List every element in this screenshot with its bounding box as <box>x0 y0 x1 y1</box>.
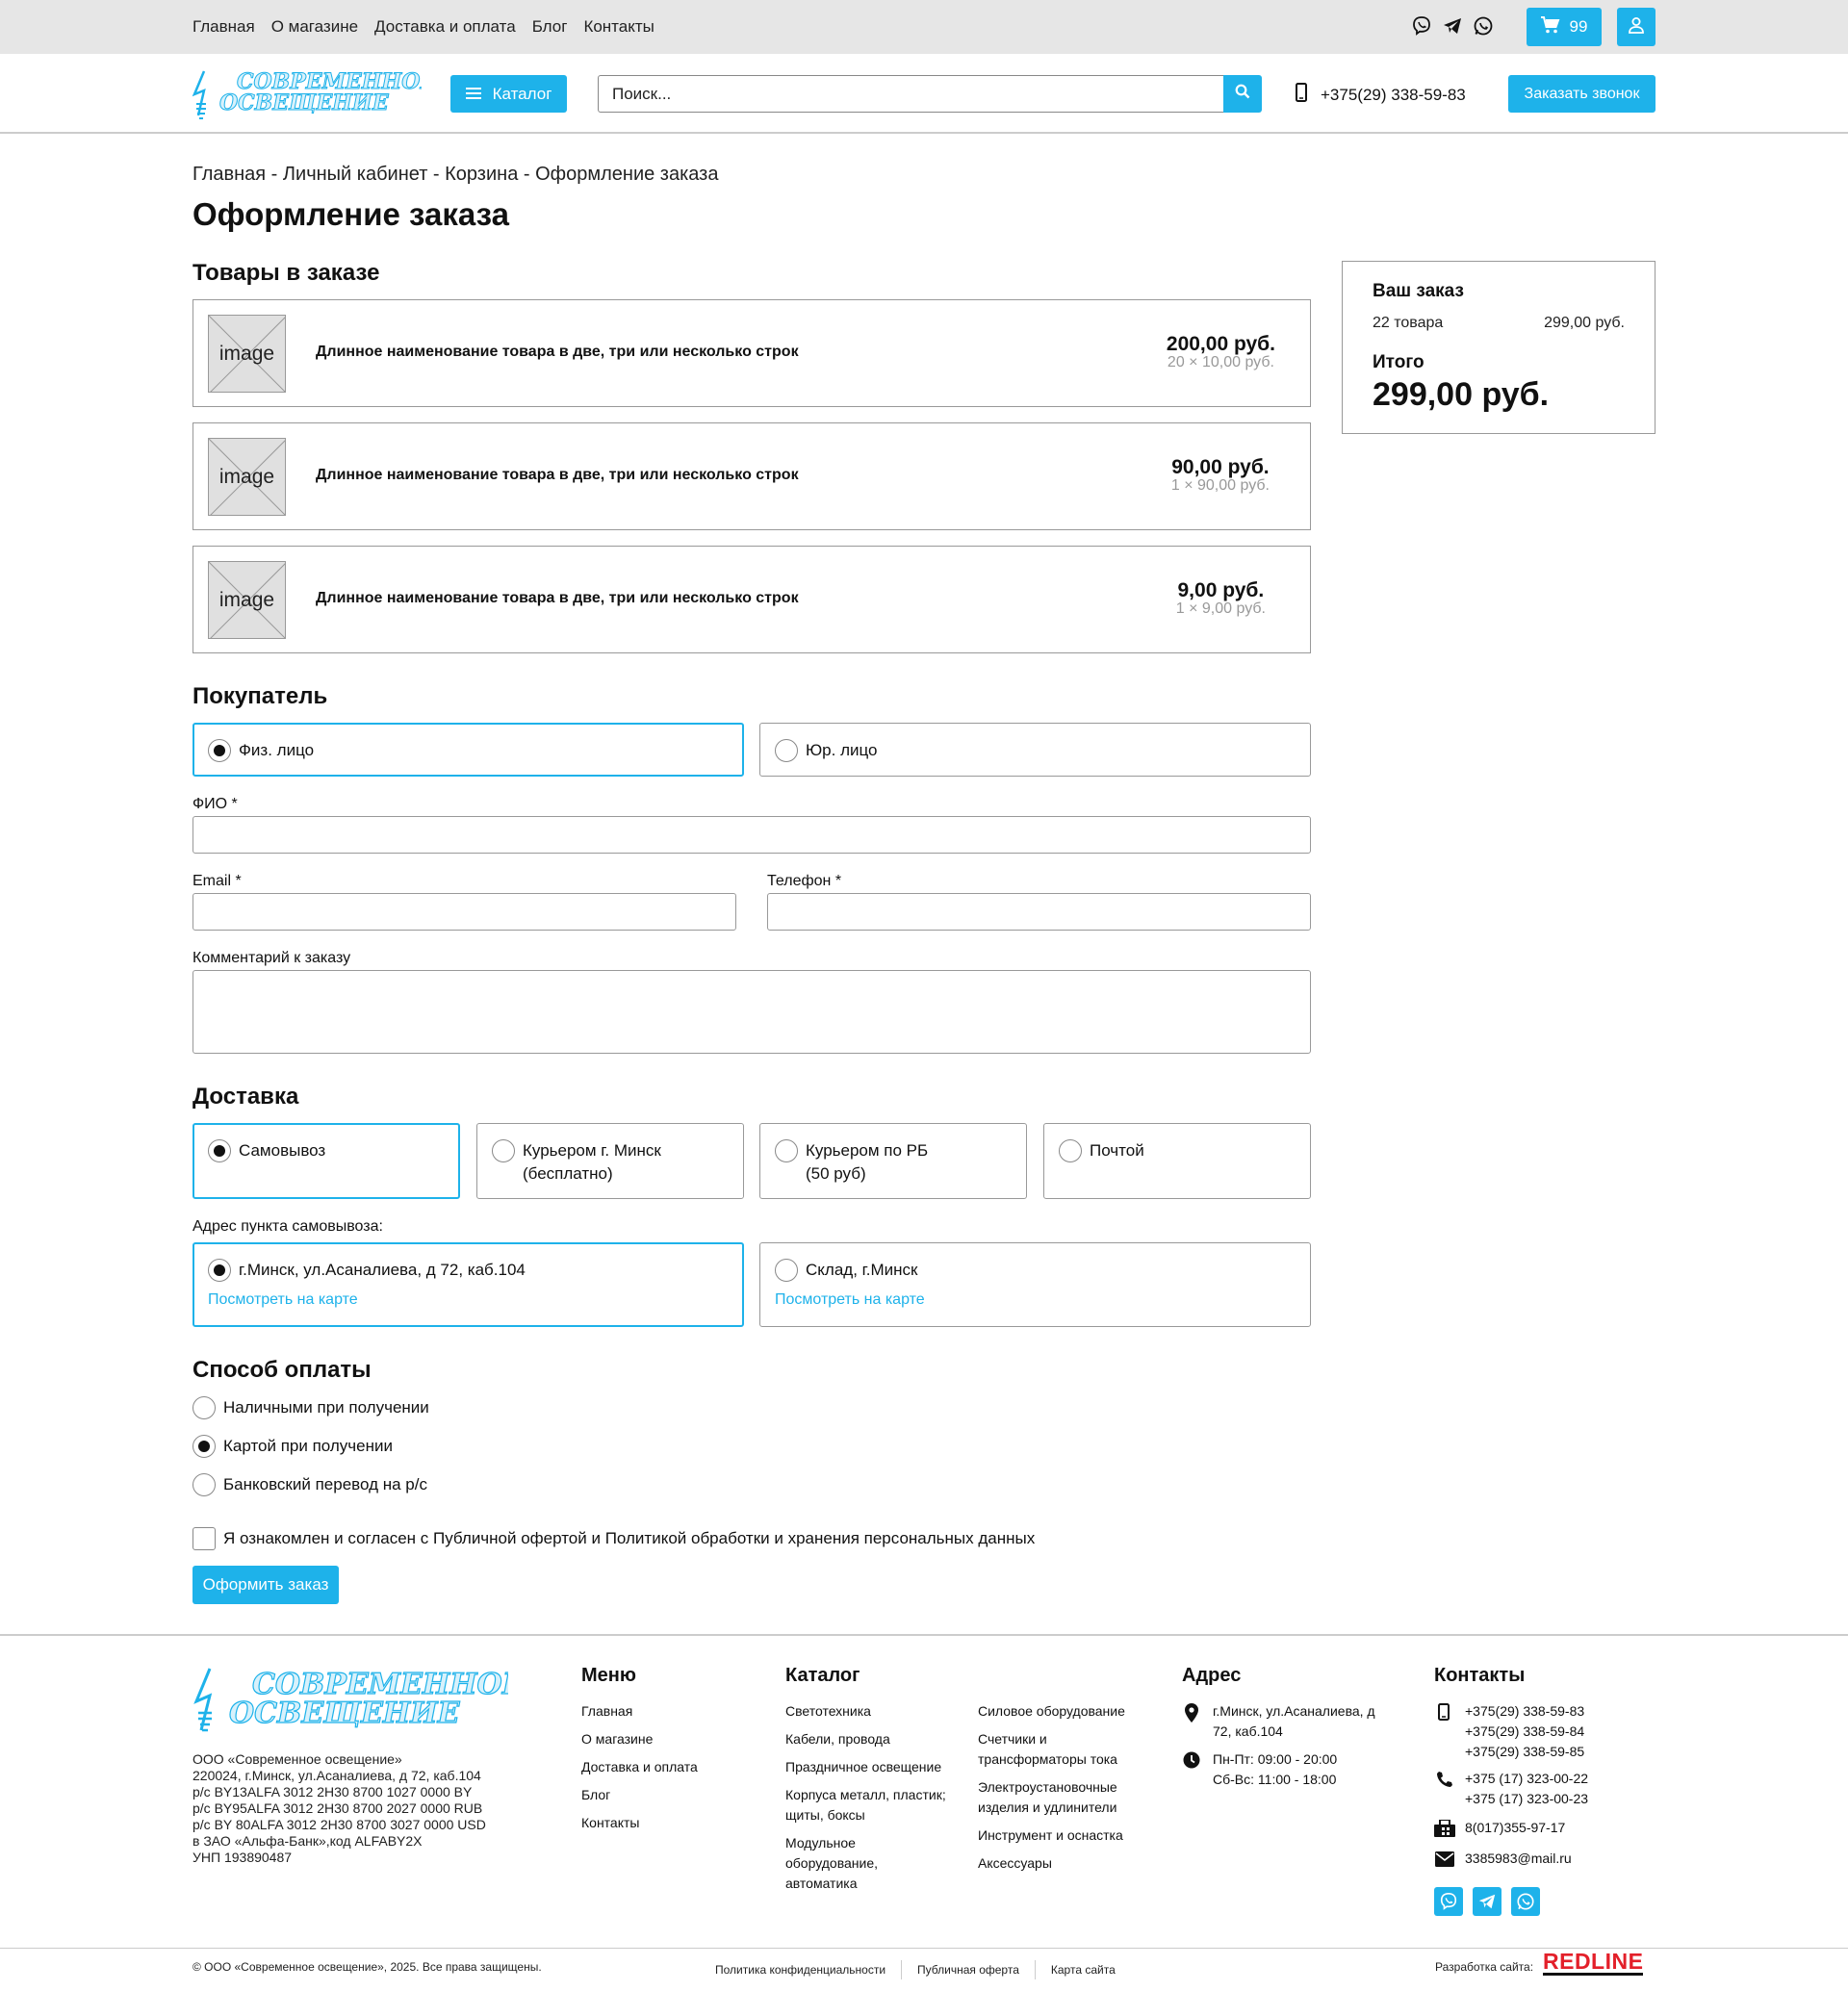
radio-button[interactable] <box>775 1259 798 1282</box>
footer-menu-blog[interactable]: Блог <box>581 1787 611 1802</box>
phone-field[interactable] <box>767 893 1311 931</box>
whatsapp-icon[interactable] <box>1473 15 1494 37</box>
topnav-blog[interactable]: Блог <box>531 17 568 36</box>
payment-title: Способ оплаты <box>192 1357 372 1383</box>
footer-catalog-col2 <box>978 1701 1151 1881</box>
product-card <box>192 422 1311 530</box>
mobile-phone-icon <box>1296 83 1307 107</box>
footer-catalog-col1 <box>785 1701 963 1902</box>
footer-phone-link[interactable]: +375 (17) 323-00-22 <box>1465 1771 1589 1786</box>
product-image: image <box>208 438 286 516</box>
catalog-button-label: Каталог <box>492 84 552 103</box>
product-name[interactable]: Длинное наименование товара в две, три или несколько строк <box>316 590 799 606</box>
product-calc: 1 × 90,00 руб. <box>1170 477 1270 494</box>
footer-catalog-link[interactable]: Модульное оборудование, автоматика <box>785 1835 879 1891</box>
header-divider <box>0 132 1848 134</box>
topnav-about[interactable]: О магазине <box>270 17 359 36</box>
footer-contacts-title: Контакты <box>1434 1665 1526 1686</box>
pickup-point-main[interactable]: г.Минск, ул.Асаналиева, д 72, каб.104 Посмотреть на карте <box>192 1242 744 1327</box>
whatsapp-icon[interactable] <box>1511 1887 1540 1916</box>
product-image: image <box>208 561 286 639</box>
privacy-policy-link[interactable]: Политика конфиденциальности <box>715 1963 886 1977</box>
radio-button[interactable] <box>208 1259 231 1282</box>
footer-mobile-phones <box>1465 1701 1584 1762</box>
product-price <box>1167 333 1275 371</box>
product-calc: 1 × 9,00 руб. <box>1175 600 1266 617</box>
header-phone-number: +375(29) 338-59-83 <box>1321 85 1466 104</box>
fio-field[interactable] <box>192 816 1311 854</box>
summary-total-label: Итого <box>1373 352 1424 372</box>
view-on-map-link[interactable]: Посмотреть на карте <box>208 1291 358 1308</box>
footer-menu <box>581 1701 698 1841</box>
email-label: Email * <box>192 873 242 889</box>
company-requisites: ООО «Современное освещение» 220024, г.Минск, ул.Асаналиева, д 72, каб.104 р/с BY13ALFA 3012 2Н30 8700 1027 0000 BY р/с BY95ALFA 3012 2Н30 8700 2027 0000 RUB р/с BY 80ALFA 3012 2Н30 8700 3027 0000 USD в ЗАО «Альфа-Банк»,код ALFABY2X УНП 193890487 <box>192 1751 486 1865</box>
buyer-title: Покупатель <box>192 683 328 709</box>
footer-catalog-link[interactable]: Корпуса металл, пластик; щиты, боксы <box>785 1787 946 1823</box>
product-calc: 20 × 10,00 руб. <box>1167 354 1274 370</box>
footer-address-title: Адрес <box>1182 1665 1242 1686</box>
viber-icon[interactable] <box>1434 1887 1463 1916</box>
breadcrumb[interactable]: Главная - Личный кабинет - Корзина - Оформление заказа <box>192 164 719 185</box>
product-total: 9,00 руб. <box>1177 579 1265 601</box>
footer-menu-about[interactable]: О магазине <box>581 1731 654 1747</box>
cart-button[interactable] <box>1527 8 1602 46</box>
svg-text:СОВРЕМЕННОЕ: СОВРЕМЕННОЕ <box>252 1668 508 1701</box>
delivery-option-courier-rb[interactable]: Курьером по РБ (50 руб) <box>759 1123 1027 1199</box>
footer-phone-link[interactable]: +375(29) 338-59-83 <box>1465 1703 1585 1719</box>
product-price <box>1171 456 1270 495</box>
footer-address: г.Минск, ул.Асаналиева, д 72, каб.104 <box>1213 1703 1375 1739</box>
phone-label: Телефон * <box>767 873 842 889</box>
clock-icon <box>1183 1751 1202 1771</box>
search-button[interactable] <box>1223 75 1262 113</box>
telegram-icon[interactable] <box>1442 15 1463 37</box>
phone-icon <box>1436 1771 1455 1790</box>
footer-catalog-title: Каталог <box>785 1665 860 1686</box>
footer-catalog-link[interactable]: Праздничное освещение <box>785 1759 942 1774</box>
product-name[interactable]: Длинное наименование товара в две, три или несколько строк <box>316 344 799 360</box>
radio-button[interactable] <box>208 1139 231 1162</box>
menu-icon <box>466 85 481 104</box>
buyer-type-legal[interactable]: Юр. лицо <box>759 723 1311 777</box>
envelope-icon <box>1435 1851 1454 1871</box>
svg-text:ОСВЕЩЕНИЕ: ОСВЕЩЕНИЕ <box>219 90 389 115</box>
summary-title: Ваш заказ <box>1373 281 1464 301</box>
legal-links <box>715 1960 1116 1979</box>
topnav-contacts[interactable]: Контакты <box>583 17 654 36</box>
delivery-option-post[interactable]: Почтой <box>1043 1123 1311 1199</box>
agreement-checkbox[interactable] <box>192 1527 216 1550</box>
summary-count: 22 товара <box>1373 315 1444 331</box>
footer-landline-phones <box>1465 1769 1588 1809</box>
product-name[interactable]: Длинное наименование товара в две, три или несколько строк <box>316 467 799 483</box>
submit-order-button[interactable]: Оформить заказ <box>192 1566 339 1604</box>
fio-label: ФИО * <box>192 796 238 812</box>
link-separator <box>1035 1960 1036 1979</box>
topnav-home[interactable]: Главная <box>192 17 255 36</box>
account-button[interactable] <box>1617 8 1656 46</box>
email-field[interactable] <box>192 893 736 931</box>
footer-logo[interactable] <box>191 1665 508 1745</box>
site-logo[interactable] <box>191 67 422 128</box>
footer-catalog-link[interactable]: Электроустановочные изделия и удлинители <box>978 1779 1117 1815</box>
order-summary <box>1342 261 1656 434</box>
radio-button[interactable] <box>208 739 231 762</box>
fax-icon <box>1434 1820 1453 1839</box>
footer-menu-title: Меню <box>581 1665 636 1686</box>
summary-amount: 299,00 руб. <box>1544 315 1625 331</box>
developer-logo[interactable]: REDLINE <box>1543 1949 1644 1974</box>
search-icon <box>1235 84 1250 104</box>
view-on-map-link[interactable]: Посмотреть на карте <box>775 1291 925 1308</box>
footer-divider <box>0 1634 1848 1636</box>
user-icon <box>1628 16 1645 38</box>
svg-text:СОВРЕМЕННОЕ: СОВРЕМЕННОЕ <box>237 69 422 94</box>
footer-fax: 8(017)355-97-17 <box>1465 1820 1566 1835</box>
catalog-button[interactable] <box>450 75 567 113</box>
top-nav <box>192 17 654 37</box>
pickup-address-label: Адрес пункта самовывоза: <box>192 1218 383 1235</box>
buyer-type-individual[interactable]: Физ. лицо <box>192 723 744 777</box>
payment-option-cash[interactable]: Наличными при получении <box>192 1396 578 1421</box>
copyright: © ООО «Современное освещение», 2025. Все права защищены. <box>192 1960 542 1974</box>
footer-menu-delivery[interactable]: Доставка и оплата <box>581 1759 698 1774</box>
pickup-point-warehouse[interactable]: Склад, г.Минск Посмотреть на карте <box>759 1242 1311 1327</box>
footer-catalog-link[interactable]: Аксессуары <box>978 1855 1052 1871</box>
radio-button[interactable] <box>775 1139 798 1162</box>
sitemap-link[interactable]: Карта сайта <box>1050 1963 1116 1977</box>
topnav-delivery[interactable]: Доставка и оплата <box>374 17 516 36</box>
footer-hours: Пн-Пт: 09:00 - 20:00 Сб-Вс: 11:00 - 18:00 <box>1213 1751 1338 1787</box>
footer-menu-home[interactable]: Главная <box>581 1703 633 1719</box>
map-pin-icon <box>1184 1703 1203 1723</box>
footer-catalog-link[interactable]: Кабели, провода <box>785 1731 890 1747</box>
radio-button[interactable] <box>192 1473 216 1496</box>
footer-email-link[interactable]: 3385983@mail.ru <box>1465 1851 1572 1866</box>
comment-label: Комментарий к заказу <box>192 950 351 966</box>
footer-catalog-link[interactable]: Силовое оборудование <box>978 1703 1125 1719</box>
search-input[interactable] <box>598 75 1224 113</box>
order-call-button[interactable]: Заказать звонок <box>1508 75 1656 113</box>
footer-menu-contacts[interactable]: Контакты <box>581 1815 640 1830</box>
product-image: image <box>208 315 286 393</box>
mobile-phone-icon <box>1438 1703 1457 1723</box>
page-title: Оформление заказа <box>192 196 509 232</box>
svg-text:ОСВЕЩЕНИЕ: ОСВЕЩЕНИЕ <box>229 1697 460 1730</box>
footer-social-links <box>1434 1887 1540 1916</box>
footer-catalog-link[interactable]: Светотехника <box>785 1703 871 1719</box>
footer-phone-link[interactable]: +375(29) 338-59-84 <box>1465 1723 1585 1739</box>
agreement-text[interactable]: Я ознакомлен и согласен с Публичной офертой и Политикой обработки и хранения персональных данных <box>223 1529 1036 1547</box>
order-items-title: Товары в заказе <box>192 260 380 286</box>
product-total: 90,00 руб. <box>1171 456 1270 478</box>
footer-catalog-link[interactable]: Инструмент и оснастка <box>978 1827 1123 1843</box>
cart-count: 99 <box>1569 17 1588 36</box>
payment-option-card[interactable]: Картой при получении <box>192 1435 578 1460</box>
radio-button[interactable] <box>492 1139 515 1162</box>
product-card <box>192 299 1311 407</box>
link-separator <box>901 1960 902 1979</box>
product-card <box>192 546 1311 653</box>
developer-label: Разработка сайта: <box>1435 1960 1534 1974</box>
radio-button[interactable] <box>1059 1139 1082 1162</box>
telegram-icon[interactable] <box>1473 1887 1502 1916</box>
radio-button[interactable] <box>775 739 798 762</box>
messenger-links <box>1411 15 1494 37</box>
payment-option-transfer[interactable]: Банковский перевод на р/с <box>192 1473 578 1498</box>
summary-total: 299,00 руб. <box>1373 376 1550 413</box>
viber-icon[interactable] <box>1411 15 1432 37</box>
cart-icon <box>1541 16 1560 38</box>
public-offer-link[interactable]: Публичная оферта <box>917 1963 1019 1977</box>
comment-field[interactable] <box>192 970 1311 1054</box>
product-price <box>1176 579 1266 618</box>
delivery-title: Доставка <box>192 1084 299 1110</box>
product-total: 200,00 руб. <box>1166 333 1275 355</box>
footer-phone-link[interactable]: +375 (17) 323-00-23 <box>1465 1791 1589 1806</box>
delivery-option-pickup[interactable]: Самовывоз <box>192 1123 460 1199</box>
radio-button[interactable] <box>192 1435 216 1458</box>
footer-catalog-link[interactable]: Счетчики и трансформаторы тока <box>978 1731 1117 1767</box>
radio-button[interactable] <box>192 1396 216 1419</box>
delivery-option-courier-minsk[interactable]: Курьером г. Минск (бесплатно) <box>476 1123 744 1199</box>
footer-phone-link[interactable]: +375(29) 338-59-85 <box>1465 1744 1585 1759</box>
header-phone[interactable] <box>1296 83 1466 107</box>
